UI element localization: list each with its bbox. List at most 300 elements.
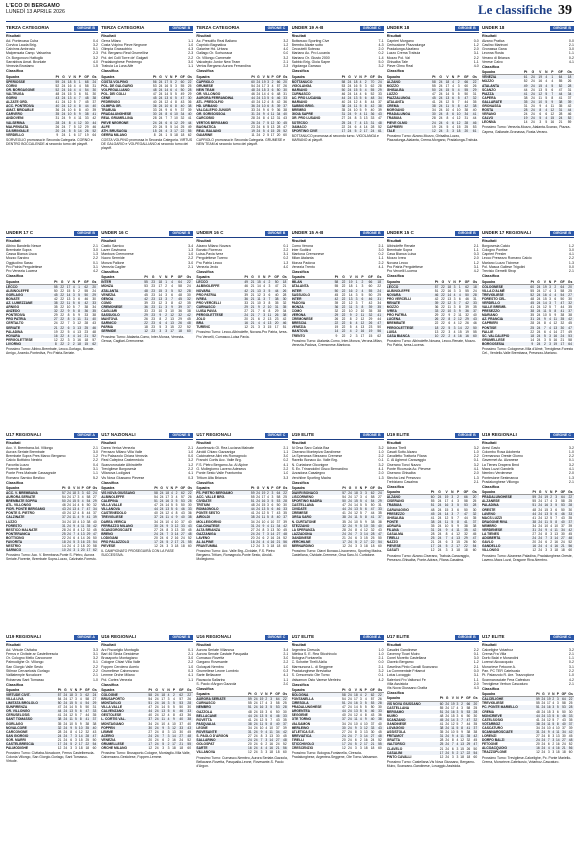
stat-cell: 20 [154,535,158,540]
stat-cell: 14 [66,292,71,297]
stat-cell: 38 [283,108,287,113]
standings-block [196,26,288,229]
match-teams: Casati Sotto Alzano [386,449,418,454]
stat-cell: 18 [434,325,439,330]
stat-cell: 24 [538,495,543,500]
stat-cell: 22 [178,325,182,330]
stat-cell: 24 [158,132,163,137]
stat-cell: 40 [93,519,97,524]
stat-cell: 6 [355,535,357,540]
stat-cell: 31 [92,705,97,710]
stat-cell: 3 [456,701,459,706]
team-name: CIVIDATE [292,507,342,511]
stat-cell: 47 [152,91,157,96]
stat-cell: 11 [161,717,165,722]
match-teams: Dorfo Balzi e Morandini [481,656,519,661]
standings-heading: Classifica [291,269,309,274]
stat-cell: 17 [170,329,174,334]
stat-cell: 8 [461,726,463,731]
match-teams: Costa Volpino Pieve Negrone [101,42,147,47]
stat-cell: 43 [187,523,192,528]
stat-cell: 12 [69,713,73,718]
stat-cell: 47 [93,531,97,536]
column-header: G [67,485,71,490]
stat-cell: 8 [553,520,559,524]
stat-cell: 40 [341,100,346,105]
stat-cell: 24 [541,742,546,747]
column-header: G [348,485,352,490]
stat-cell: 12 [158,300,163,305]
standings-heading: Classifica [196,480,214,485]
group-badge: GIRONE C [265,26,289,31]
column-header: Gs [568,692,573,697]
stat-cell: 3 [167,746,170,751]
team-name: MONCRIEVE [482,714,535,718]
table-row [6,133,98,137]
stat-cell: 14 [354,705,358,710]
stat-cell: 29 [466,742,471,747]
stat-cell: 6 [448,321,451,326]
stat-cell: 4 [77,515,80,520]
stat-cell: 17 [456,544,460,549]
stat-cell: 30 [92,91,97,96]
stat-cell: 29 [334,313,339,318]
stat-cell: 52 [568,540,573,545]
team-name: CASA BIANCA [387,334,434,338]
stat-cell: 8 [175,511,178,516]
stat-cell: 24 [375,289,384,293]
team-name: GALLARATE [482,100,522,104]
stat-cell: 17 [86,548,91,553]
stat-cell: 4 [165,321,168,326]
results-heading: Risultati [481,441,497,446]
team-name: ORCHE MILANO [101,746,128,751]
stat-cell: 58 [148,692,153,697]
stat-cell: 13 [555,734,560,739]
stat-cell: 22 [441,305,445,310]
stat-cell: 24 [154,705,159,710]
stat-cell: 24 [158,116,163,121]
stat-cell: 44 [92,120,97,125]
stat-cell: 38 [370,519,375,524]
stat-cell: 12 [270,116,275,121]
stat-cell: 15 [456,124,461,129]
stat-cell: 45 [84,100,89,105]
match-teams: Trebiziano Casalma [386,479,418,484]
stat-cell: 58 [275,701,280,706]
table-row [387,334,479,338]
stat-cell: 3 [355,292,358,297]
stat-cell: 6 [551,87,554,92]
team-name: PIEVESE [387,544,429,548]
stat-cell: 21 [342,535,346,540]
match-score: 1-3 [568,260,574,265]
match-teams: Gronassa Gana [481,47,507,52]
stat-cell: 28 [430,532,435,537]
stat-cell: 24 [154,697,159,702]
stat-cell: 24 [541,713,546,718]
stat-cell: 48 [283,738,287,743]
stat-cell: 8 [270,721,273,726]
stat-cell: 12 [364,527,368,532]
group-badge: GIRONE A [360,635,384,640]
stat-cell: 12 [172,725,176,730]
stat-cell: 18 [77,341,81,346]
stat-cell: 9 [353,112,359,116]
stat-cell: 55 [378,742,382,747]
stat-cell: 12 [456,116,461,121]
match-teams: Monza Pallone [101,260,125,265]
stat-cell: 6 [452,96,454,100]
stat-cell: 24 [348,692,352,697]
stat-cell: 15 [152,128,157,133]
stat-cell: 53 [568,333,572,338]
stat-cell: 11 [556,729,560,734]
stat-cell: 55 [473,329,477,334]
stat-cell: 19 [259,697,264,702]
match-score: 3-0 [92,247,98,252]
stat-cell: 11 [270,112,275,117]
stat-cell: 22 [462,544,471,548]
stat-cell: 37 [378,100,382,105]
match-score: 0-1 [568,458,574,463]
stat-cell: 3 [260,750,263,755]
team-name: FONTANELLA [291,697,314,702]
stat-cell: 12 [80,527,85,532]
stat-cell: 5 [160,742,167,746]
column-header: Squadra [101,275,142,280]
stat-cell: 14 [530,337,535,342]
match-teams: Romano Sarnico Bestico [6,475,45,480]
stat-cell: 22 [471,79,479,84]
stat-cell: 3 [162,746,165,751]
stat-cell: 15 [353,87,358,92]
stat-cell: 24 [63,692,68,697]
block-note: Prossimo Turno: Trevigliese-Calcelighe, Pc. Ponte Mariello-Crema, Moncrieve-Catelsosio, Votarboz-Cascaturo. [481,755,572,764]
stat-cell: 24 [348,531,352,536]
column-header: Squadra [482,280,529,285]
stat-cell: 8 [175,100,177,105]
stat-cell: 7 [271,511,274,516]
standings-block [101,231,193,431]
stat-cell: 28 [61,527,66,532]
stat-cell: 19 [261,79,266,84]
stat-cell: 13 [259,713,264,718]
standings-heading: Classifica [196,686,214,691]
team-name: ATH. BRUSAGIA [101,129,152,133]
match-score: 1-0 [473,449,479,454]
stat-cell: 44 [250,507,255,512]
stat-cell: 59 [567,120,572,125]
stat-cell: 12 [353,100,358,105]
stat-cell: 21 [250,313,255,318]
team-name: JOLO [196,317,206,322]
standings-block [196,231,288,431]
stat-cell: 5 [552,717,555,722]
stat-cell: 10 [267,304,272,309]
stat-cell: 50 [57,701,62,706]
stat-cell: 3 [265,750,268,755]
match-teams: Clavelo Bergamo [386,660,414,665]
match-teams: G. Mollegiorno Laveno Adeseus [196,467,246,472]
group-badge: GIRONE B [360,231,384,236]
stat-cell: 24 [347,96,352,100]
stat-cell: 39 [434,301,439,305]
team-name: DA BRINGALE [6,129,54,133]
stat-cell: 9 [461,730,463,735]
stat-cell: 24 [158,120,163,125]
stat-cell: 3 [451,503,454,508]
block-note: Prossimo Turno: Colognese-Villa d'Almè, Trevigliese-Foresto Cel., Verdello-Valle Brembana, Presezzo-Mariano. [481,347,574,356]
group-badge: GIRONE B [169,433,193,438]
stat-cell: 14 [72,503,76,508]
stat-cell: 2 [550,495,553,500]
stat-cell: 8 [77,104,83,108]
group-badge: GIRONE A [74,433,98,438]
stat-cell: 3 [170,495,173,500]
team-name: FS. PIETRO BERGAMO [196,490,250,495]
stat-cell: 48 [83,96,91,100]
stat-cell: 18 [165,490,170,495]
stat-cell: 38 [432,104,436,109]
stat-cell: 6 [458,296,461,301]
stat-cell: 4 [77,511,80,516]
stat-cell: 3 [448,329,451,334]
stat-cell: 9 [68,116,71,121]
stat-cell: 46 [276,96,281,100]
stat-cell: 24 [445,721,449,726]
stat-cell: 17 [261,83,266,88]
team-name: CLAVELO [386,746,403,751]
stat-cell: 24 [347,120,352,125]
stat-cell: 5 [360,519,362,524]
match-score: 2-1 [568,42,574,47]
stat-cell: 9 [175,108,177,113]
stat-cell: 6 [267,104,270,109]
stat-cell: 37 [561,523,565,528]
stat-cell: 31 [567,87,572,92]
stat-cell: 38 [92,313,96,318]
stat-cell: 32 [185,297,194,301]
match-score: 3-0 [568,247,574,252]
stat-cell: 6 [260,742,263,747]
stat-cell: 24 [536,337,541,342]
match-teams: Cologne Chiari Villa Valle [101,660,141,665]
result-row [292,476,384,480]
stat-cell: 24 [67,535,71,540]
stat-cell: 9 [448,313,451,318]
match-score: 2-2 [378,454,384,459]
stat-cell: 33 [152,108,157,113]
stat-cell: 23 [151,292,155,297]
block-note: Prossimo Turno: Venezia-Mozzo, Atalanta-Scanzo, Piazza-Capera, Gallarate-Gronassa, Rosta-Verano. [481,125,571,134]
stat-cell: 6 [78,91,81,96]
match-score: 3-1 [473,51,479,56]
column-header: Pt [522,70,529,75]
stat-cell: 12 [248,750,252,755]
match-score: 0-3 [188,669,194,674]
stat-cell: 41 [248,717,252,722]
match-teams: Pradalunghese Predrengo [101,60,143,65]
stat-cell: 50 [471,326,479,330]
stat-cell: 38 [53,301,58,305]
stat-cell: 3 [167,701,170,706]
stat-cell: 18 [179,746,184,751]
stat-cell: 42 [334,296,339,301]
team-name: CASTELLANA [386,705,410,710]
stat-cell: 45 [93,527,97,532]
match-teams: Ai Orsa Saro Calcia Bsa [291,445,330,450]
stat-cell: 25 [82,326,90,330]
stat-cell: 5 [360,515,362,520]
stat-cell: 31 [283,91,287,96]
stat-cell: 4 [73,116,76,121]
stat-cell: 5 [452,87,454,92]
stat-cell: 4 [359,289,366,293]
stat-cell: 50 [179,705,184,710]
match-score: 0-1 [283,243,289,248]
stat-cell: 35 [55,112,60,117]
stat-cell: 12 [445,100,450,105]
match-teams: Lecco Presezzo Romano Calcio [481,256,532,261]
team-name: VENEZIA [101,737,116,742]
match-score: 0-1 [188,647,194,652]
team-name: VALSAMON [291,721,311,726]
column-header: N [164,275,168,280]
stat-cell: 27 [275,738,280,743]
stat-cell: 42 [568,527,573,532]
match-score: 2-2 [188,256,194,261]
match-score: 0-3 [473,252,479,257]
column-header: N [359,74,362,79]
stat-cell: 10 [543,313,547,318]
stat-cell: 3 [265,705,268,710]
match-teams: Albino Bandello Nesce [6,243,42,248]
standings-table [6,486,98,553]
stat-cell: 17 [172,742,176,747]
stat-cell: 8 [67,313,70,318]
stat-cell: 7 [260,738,263,743]
stat-cell: 41 [558,309,566,313]
stat-cell: 12 [53,337,58,342]
stat-cell: 5 [267,511,269,516]
stat-cell: 24 [61,112,66,117]
result-row [6,64,98,68]
stat-cell: 41 [187,116,192,121]
stat-cell: 24 [159,503,164,508]
stat-cell: 2 [349,333,352,338]
stat-cell: 50 [61,499,66,504]
stat-cell: 4 [452,108,454,113]
column-header: G [542,692,545,697]
match-teams: Corvica Lauda Brig. [6,42,37,47]
team-name: SEGGENE [291,713,308,718]
stat-cell: 10 [555,725,560,730]
team-name: LEONNA [481,120,496,125]
stat-cell: 53 [181,499,185,504]
stat-cell: 35 [281,305,289,309]
stat-cell: 60 [187,544,192,549]
match-score: 2-2 [283,467,289,472]
stat-cell: 7 [353,734,359,738]
stat-cell: 21 [439,746,444,751]
stat-cell: 47 [432,91,436,96]
stat-cell: 16 [67,87,72,92]
stat-cell: 24 [438,91,443,96]
result-row [292,265,384,269]
stat-cell: 24 [536,317,541,322]
stat-cell: 4 [451,536,454,541]
stat-cell: 19 [553,341,558,346]
stat-cell: 24 [432,120,436,125]
stat-cell: 6 [73,132,76,137]
match-score: 3-0 [283,656,289,661]
stat-cell: 8 [153,132,156,137]
stat-cell: 52 [565,116,574,120]
stat-cell: 33 [370,725,375,730]
stat-cell: 2 [355,313,358,318]
stat-cell: 16 [363,737,368,742]
stat-cell: 7 [361,300,364,305]
match-score: 4-1 [283,673,289,678]
stat-cell: 24 [67,519,71,524]
stat-cell: 40 [274,292,279,297]
stat-cell: 22 [441,301,445,305]
table-row [101,329,193,333]
stat-cell: 3 [77,495,80,500]
stat-cell: 46 [473,321,477,326]
match-teams: Colombo Rosa Adoberta [481,449,521,454]
team-name: ADOBERTA [482,536,531,540]
stat-cell: 4 [550,523,553,528]
stat-cell: 26 [86,535,91,540]
stat-cell: 60 [251,79,255,84]
match-score: 2-1 [92,673,98,678]
stat-cell: 54 [558,293,566,297]
group-badge: GIRONE B [360,433,384,438]
stat-cell: 10 [165,519,170,524]
stat-cell: 7 [165,116,168,121]
stat-cell: 31 [378,503,382,508]
team-name: PRESEZZO [387,512,429,516]
team-name: DRAGONE RIVA [482,520,531,524]
column-header: GF [466,696,471,701]
group-badge: GIRONE A [74,635,98,640]
match-score: 2-0 [473,47,479,52]
stat-cell: 34 [148,721,153,726]
stat-cell: 6 [554,296,557,301]
stat-cell: 39 [187,108,192,113]
stat-cell: 13 [77,329,81,334]
stat-cell: 39 [565,100,574,104]
stat-cell: 24 [348,713,352,718]
stat-cell: 15 [550,116,555,121]
stat-cell: 18 [561,548,565,553]
stat-cell: 48 [144,288,148,293]
stat-cell: 5 [267,132,270,137]
stat-cell: 35 [473,305,477,310]
stat-cell: 3 [262,544,265,549]
team-name: LECCO [196,280,243,285]
category-name: UNDER 16 C [101,231,129,236]
stat-cell: 15 [261,87,266,92]
stat-cell: 46 [61,503,66,508]
match-score: 3-1 [473,673,479,678]
team-name: GHISALBA [387,88,431,92]
stat-cell: 5 [170,507,173,512]
publication-date: LUNEDÌ 13 APRILE 2026 [6,9,65,16]
stat-cell: 4 [263,321,266,326]
